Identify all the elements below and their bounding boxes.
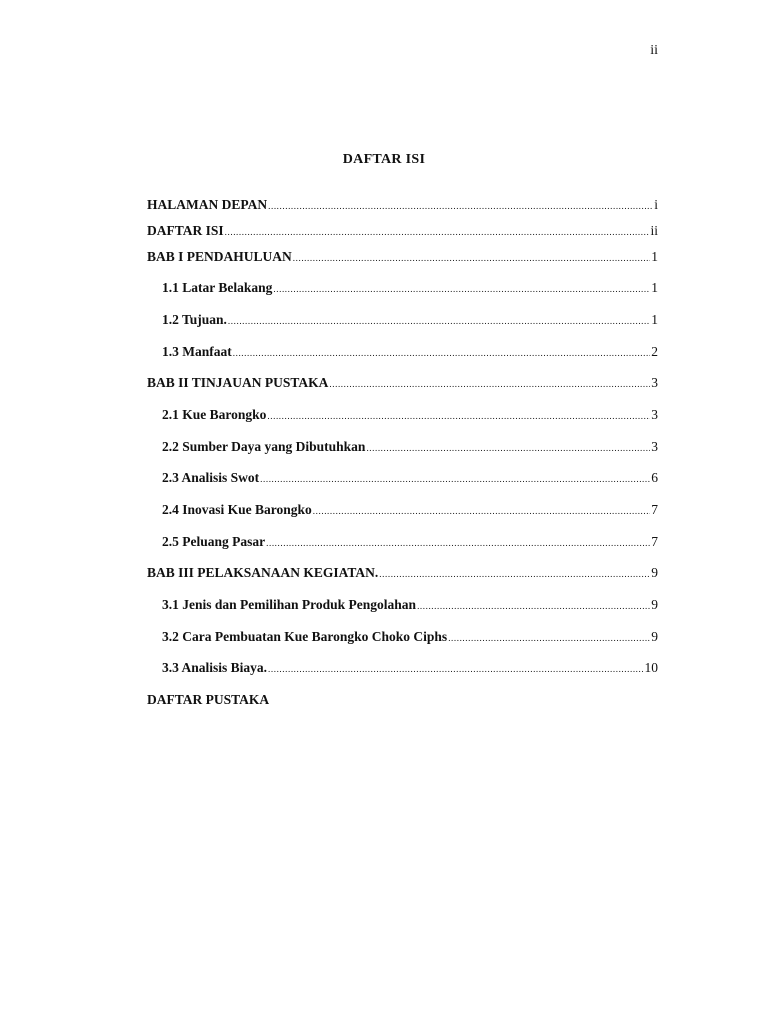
toc-page: ii xyxy=(650,223,658,238)
toc-page: 9 xyxy=(651,597,658,612)
toc-label: 2.5 Peluang Pasar xyxy=(162,534,266,549)
toc-entry-bab-2[interactable] xyxy=(147,374,658,393)
toc-page: 3 xyxy=(651,439,658,454)
toc-leader xyxy=(366,439,650,457)
toc-leader xyxy=(273,280,650,298)
toc-page: 2 xyxy=(651,344,658,359)
toc-entry-daftar-isi[interactable] xyxy=(147,222,658,241)
toc-entry-daftar-pustaka[interactable] xyxy=(147,691,658,709)
toc-label: 1.2 Tujuan. xyxy=(162,312,227,327)
toc-page: 6 xyxy=(651,470,658,485)
toc-label: 3.1 Jenis dan Pemilihan Produk Pengolahan xyxy=(162,597,417,612)
toc-label: DAFTAR ISI xyxy=(147,223,224,238)
toc-page: i xyxy=(654,197,658,212)
toc-entry-bab-3[interactable] xyxy=(147,564,658,583)
toc-page: 1 xyxy=(651,280,658,295)
toc-label: 3.3 Analisis Biaya. xyxy=(162,660,268,675)
toc-leader xyxy=(417,597,650,615)
toc-leader xyxy=(329,375,650,393)
toc-entry-bab-1[interactable] xyxy=(147,248,658,267)
page-number: ii xyxy=(650,43,658,58)
toc-label: 2.4 Inovasi Kue Barongko xyxy=(162,502,312,517)
toc-page: 9 xyxy=(651,629,658,644)
toc-leader xyxy=(225,223,650,241)
toc-label: DAFTAR PUSTAKA xyxy=(147,692,270,707)
toc-page: 3 xyxy=(651,407,658,422)
toc-label: HALAMAN DEPAN xyxy=(147,197,268,212)
toc-leader xyxy=(267,407,650,425)
toc-entry-1-1[interactable] xyxy=(147,279,658,298)
toc-label: 2.3 Analisis Swot xyxy=(162,470,260,485)
toc-entry-2-5[interactable] xyxy=(147,533,658,552)
toc-entry-1-2[interactable] xyxy=(147,311,658,330)
toc-label: 1.1 Latar Belakang xyxy=(162,280,273,295)
toc-label: BAB I PENDAHULUAN xyxy=(147,249,292,264)
toc-label: 2.1 Kue Barongko xyxy=(162,407,267,422)
toc-entry-2-3[interactable] xyxy=(147,469,658,488)
toc-label: 3.2 Cara Pembuatan Kue Barongko Choko Ciphs xyxy=(162,629,448,644)
toc-page: 1 xyxy=(651,249,658,264)
toc-entry-3-3[interactable] xyxy=(147,659,658,678)
toc-leader xyxy=(233,344,651,362)
toc-page: 9 xyxy=(651,565,658,580)
toc-leader xyxy=(228,312,650,330)
toc-page: 7 xyxy=(651,502,658,517)
toc-leader xyxy=(268,660,643,678)
toc-entry-3-1[interactable] xyxy=(147,596,658,615)
toc-leader xyxy=(293,249,650,267)
toc-leader xyxy=(313,502,650,520)
toc-leader xyxy=(448,629,650,647)
toc-entry-halaman-depan[interactable] xyxy=(147,196,658,215)
toc-page: 3 xyxy=(651,375,658,390)
toc-leader xyxy=(266,534,650,552)
toc-page: 7 xyxy=(651,534,658,549)
toc-entry-3-2[interactable] xyxy=(147,628,658,647)
toc-page: 10 xyxy=(644,660,658,675)
page-title: DAFTAR ISI xyxy=(342,152,426,167)
toc-entry-1-3[interactable] xyxy=(147,343,658,362)
toc-page: 1 xyxy=(651,312,658,327)
toc-leader xyxy=(268,197,653,215)
toc-label: BAB III PELAKSANAAN KEGIATAN. xyxy=(147,565,379,580)
toc-label: 1.3 Manfaat xyxy=(162,344,232,359)
toc-label: 2.2 Sumber Daya yang Dibutuhkan xyxy=(162,439,366,454)
toc-entry-2-1[interactable] xyxy=(147,406,658,425)
toc-entry-2-4[interactable] xyxy=(147,501,658,520)
toc-leader xyxy=(379,565,650,583)
toc-label: BAB II TINJAUAN PUSTAKA xyxy=(147,375,329,390)
toc-entry-2-2[interactable] xyxy=(147,438,658,457)
toc-leader xyxy=(260,470,650,488)
